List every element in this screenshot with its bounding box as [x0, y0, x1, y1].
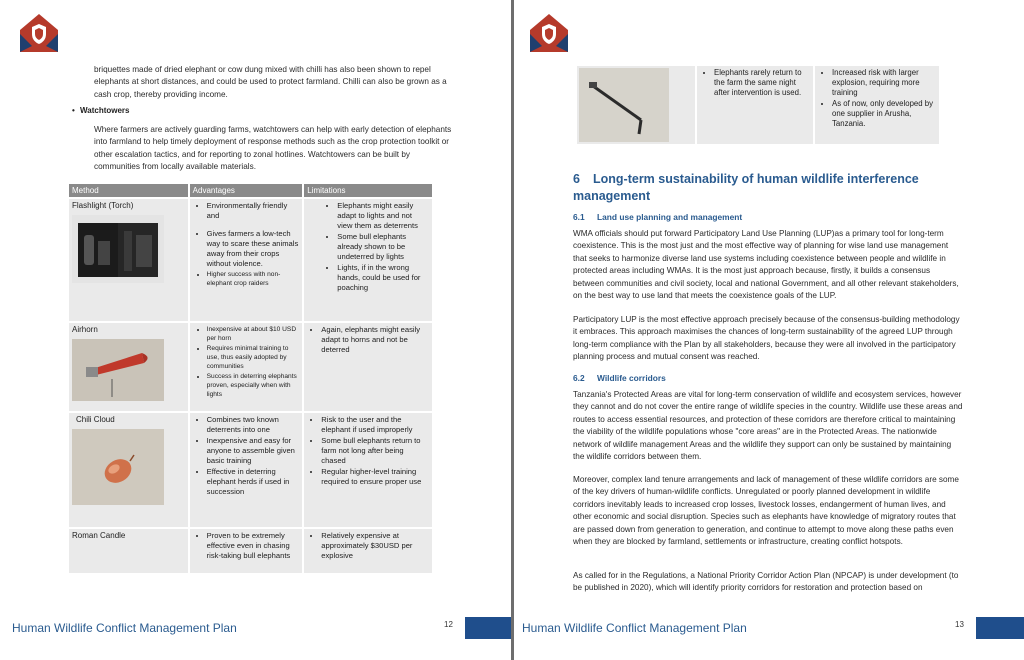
table-row: [577, 66, 939, 144]
method-name: Airhorn: [72, 325, 98, 334]
advantage-item: • Success in deterring elephants proven, especially when with lights: [207, 372, 300, 399]
method-cell: [69, 529, 188, 573]
subsection-number: 6.1: [573, 212, 585, 222]
limitations-cell: [815, 66, 939, 144]
advantages-cell: [190, 529, 303, 573]
methods-table: [67, 182, 434, 575]
corridors-paragraph-1: Tanzania's Protected Areas are vital for long-term conservation of wildlife and ecosystem services, however they cannot and do not cover the entire range of wildlife species in the country. Wildlife use these areas and routes to access essential resources, and protection of these corridors are therefore critical to maintaining the viability of the wildlife populations whose "core areas" are in the Protected Areas. The nationwide network of wildlife management Areas and the wildlife they support can only be sustained by maintaining the wildlife corridors between them.: [573, 390, 963, 462]
column-header-limitations: Limitations: [304, 184, 432, 197]
limitations-cell: [304, 529, 432, 573]
advantage-item: • Requires minimal training to use, thus easily adopted by communities: [207, 344, 300, 371]
limitation-item: • Relatively expensive at approximately $30USD per explosive: [321, 531, 429, 561]
advantage-item: • Combines two known deterrents into one: [207, 415, 300, 435]
limitations-cell: [304, 413, 432, 527]
method-name: Roman Candle: [72, 531, 126, 540]
limitation-item: • Some bull elephants already shown to be undeterred by lights: [337, 232, 429, 262]
methods-table-continued: [575, 64, 941, 146]
watchtowers-heading: • Watchtowers: [80, 106, 130, 115]
footer-bar: [465, 617, 511, 639]
subsection-title: Wildlife corridors: [597, 373, 666, 383]
limitations-cell: [304, 199, 432, 321]
logo-icon: [18, 12, 60, 54]
footer-title: Human Wildlife Conflict Management Plan: [522, 621, 747, 635]
table-row: [69, 529, 432, 573]
table-header-row: [69, 184, 432, 197]
advantage-item: • Elephants rarely return to the farm the same night after intervention is used.: [714, 68, 810, 98]
method-cell: [577, 66, 695, 144]
method-name: Chili Cloud: [76, 415, 115, 424]
limitation-item: • Some bull elephants return to farm not long after being chased: [321, 436, 429, 466]
method-cell: [69, 413, 188, 527]
subsection-number: 6.2: [573, 373, 585, 383]
limitation-item: • Lights, if in the wrong hands, could be used for poaching: [337, 263, 429, 293]
section-heading: [573, 171, 933, 205]
advantage-item: • Proven to be extremely effective even in chasing risk-taking bull elephants: [207, 531, 300, 561]
subsection-heading: [573, 212, 742, 222]
section-number: 6: [573, 172, 580, 186]
limitation-item: • Elephants might easily adapt to lights and not view them as deterrents: [337, 201, 429, 231]
section-title: Long-term sustainability of human wildlife interference management: [573, 172, 919, 203]
advantages-cell: [190, 413, 303, 527]
method-cell: [69, 323, 188, 411]
flashlight-image: [72, 215, 164, 283]
chili-cloud-image: [72, 429, 164, 505]
subsection-heading: [573, 373, 666, 383]
left-page: [0, 0, 511, 660]
page-number: 13: [955, 620, 964, 629]
land-use-paragraph-2: Participatory LUP is the most effective approach precisely because of the consensus-building methodology it embraces. This approach maximises the chances of long-term sustainability of the agreed LUP through long-term compliance with the Plan by all stakeholders, because they were all involved in the participatory planning process and mutual consent was reached.: [573, 315, 960, 362]
limitation-item: • Risk to the user and the elephant if used improperly: [321, 415, 429, 435]
watchtowers-paragraph: Where farmers are actively guarding farms, watchtowers can help with early detection of elephants into farmland to help timely deployment of response methods such as the crop protection toolkit or other escalation tactics, and for reporting to zonal hotlines. Watchtowers can be built by communities from locally available materials.: [94, 125, 452, 172]
advantage-item: • Inexpensive at about $10 USD per horn: [207, 325, 300, 343]
limitation-item: • As of now, only developed by one supplier in Arusha, Tanzania.: [832, 99, 936, 129]
land-use-paragraph-1: WMA officials should put forward Participatory Land Use Planning (LUP)as a primary tool for long-term coexistence. This is the most just and the most effective way of planning for wise land use management that seeks to harmonize diverse land use systems including coexistence between people and wildlife in protected areas including WMAs. It is the most just approach because, firstly, it builds a consensus between communities and civil society, local and national Government, and all other relevant stakeholders, on the best way to use land that meets the coexistence goals of the LUP.: [573, 229, 959, 301]
limitations-cell: [304, 323, 432, 411]
logo-icon: [528, 12, 570, 54]
advantage-item: • Effective in deterring elephant herds if used in succession: [207, 467, 300, 497]
intro-paragraph: briquettes made of dried elephant or cow dung mixed with chilli has also been shown to repel elephants at short distances, and could be used to protect farmland. Chilli can also be grown as a cash crop, thereby providing income.: [94, 65, 447, 99]
roman-candle-image: [579, 68, 669, 142]
table-row: [69, 199, 432, 321]
advantage-item: • Environmentally friendly and: [207, 201, 300, 221]
advantages-cell: [190, 199, 303, 321]
limitation-item: • Regular higher-level training required to ensure proper use: [321, 467, 429, 487]
limitation-item: • Increased risk with larger explosion, requiring more training: [832, 68, 936, 98]
airhorn-image: [72, 339, 164, 401]
advantage-item: • Higher success with non-elephant crop raiders: [207, 270, 300, 288]
footer-bar: [976, 617, 1024, 639]
page-number: 12: [444, 620, 453, 629]
column-header-method: Method: [69, 184, 188, 197]
subsection-title: Land use planning and management: [597, 212, 743, 222]
footer-title: Human Wildlife Conflict Management Plan: [12, 621, 237, 635]
method-name: Flashlight (Torch): [72, 201, 134, 210]
corridors-paragraph-2: Moreover, complex land tenure arrangements and lack of management of these wildlife corridors are some of the key drivers of human-wildlife conflicts. Unregulated or poorly planned development in wildlife corridors inevitably leads to increased crop losses, livestock losses, endangerment of human lives, and other economic and social disruption. Species such as elephants have knowledge of migratory routes that are passed down from generation to generation, and continue to attempt to move along these paths even when they are blocked by farmland, settlements or infrastructure, creating conflict hotspots.: [573, 475, 959, 547]
corridors-paragraph-3: As called for in the Regulations, a National Priority Corridor Action Plan (NPCAP) is under development (to be published in 2020), which will identify priority corridors for restoration and protection based on: [573, 571, 959, 593]
advantage-item: • Gives farmers a low-tech way to scare these animals away from their crops without violence.: [207, 229, 300, 269]
advantages-cell: [190, 323, 303, 411]
advantage-item: • Inexpensive and easy for anyone to assemble given basic training: [207, 436, 300, 466]
advantages-cell: [697, 66, 813, 144]
limitation-item: • Again, elephants might easily adapt to horns and not be deterred: [321, 325, 429, 355]
table-row: [69, 323, 432, 411]
method-cell: [69, 199, 188, 321]
table-row: [69, 413, 432, 527]
column-header-advantages: Advantages: [190, 184, 303, 197]
